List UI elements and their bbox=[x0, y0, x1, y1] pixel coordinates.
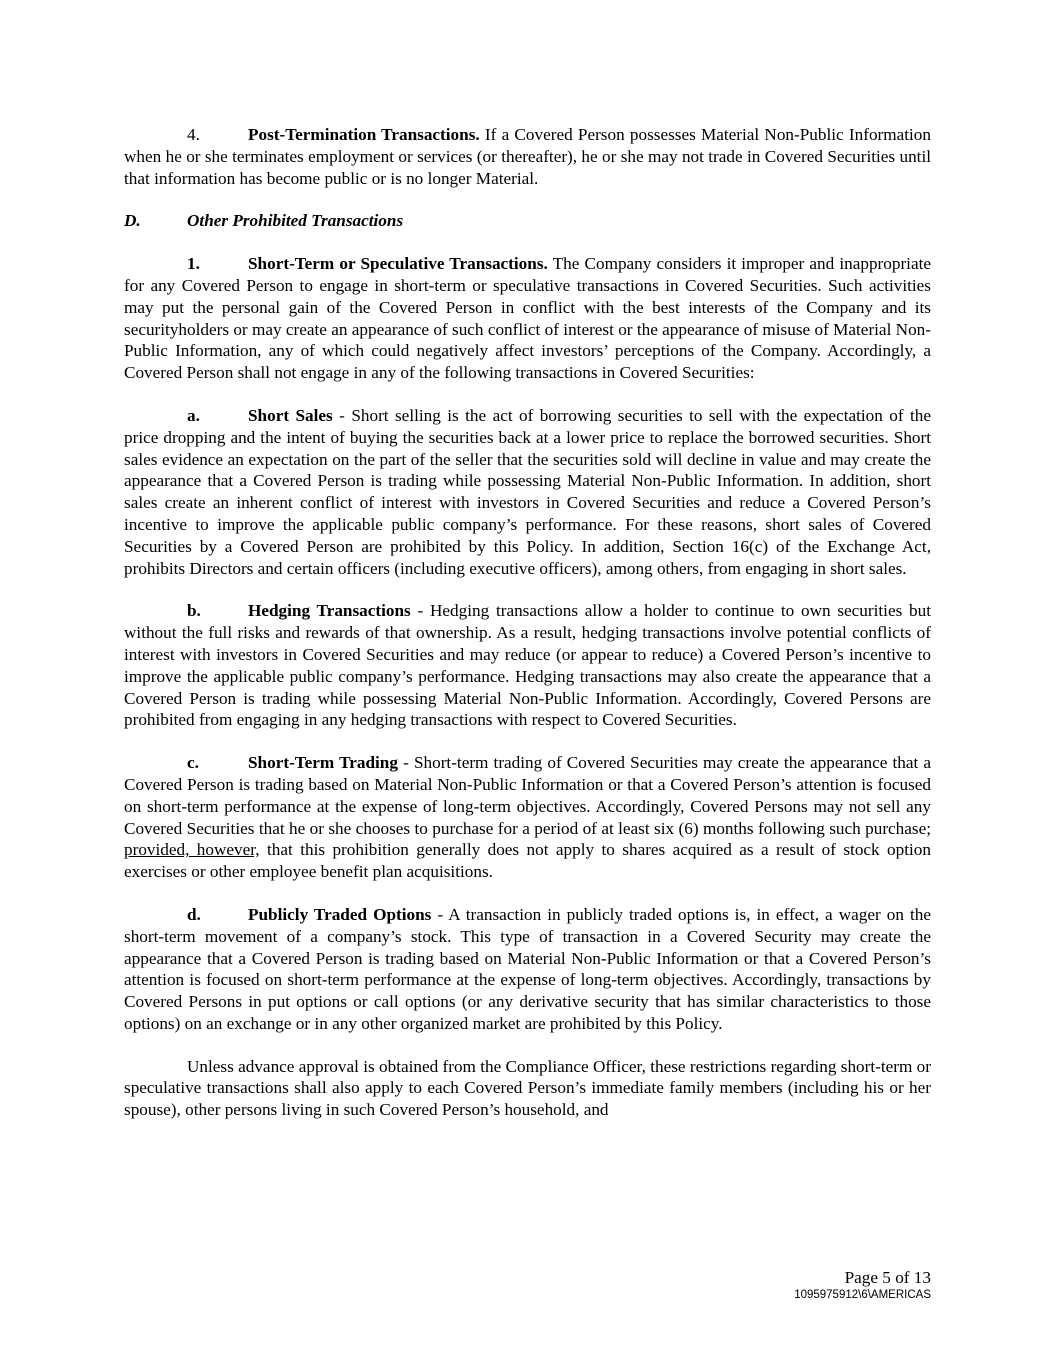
section-letter: D. bbox=[124, 211, 141, 231]
paragraph-body: - A transaction in publicly traded options is, in effect, a wager on the short-term movement of a company’s stock. This type of transaction in a Covered Security may create the appearance that a Covered Person is trading based on Material Non-Public Information or that a Covered Person’s attention is focused on short-term performance at the expense of long-term objectives. Accordingly, transactions by Covered Persons in put options or call options (or any derivative security that has similar characteristics to those options) on an exchange or in any other organized market are prohibited by this Policy. bbox=[124, 904, 931, 1033]
document-id: 1095975912\6\AMERICAS bbox=[794, 1289, 931, 1301]
item-title: Short Sales bbox=[248, 405, 333, 425]
paragraph-body-continued: that this prohibition generally does not apply to shares acquired as a result of stock option exercises or other employee benefit plan acquisitions. bbox=[124, 840, 931, 882]
item-letter: b. bbox=[187, 601, 201, 621]
paragraph-body: - Hedging transactions allow a holder to continue to own securities but without the full risks and rewards of that ownership. As a result, hedging transactions involve potential conflicts of interest with investors in Covered Securities and may reduce (or appear to reduce) a Covered Person’s incentive to improve the applicable public company’s performance. Hedging transactions may also create the appearance that a Covered Person is trading while possessing Material Non-Public Information. Accordingly, Covered Persons are prohibited from engaging in any hedging transactions with respect to Covered Securities. bbox=[124, 601, 931, 730]
section-title: Short-Term or Speculative Transactions. bbox=[248, 254, 548, 274]
paragraph-body: - Short-term trading of Covered Securities may create the appearance that a Covered Person is trading based on Material Non-Public Information or that a Covered Person’s attention is focused on short-term performance at the expense of long-term objectives. Accordingly, Covered Persons may not sell any Covered Securities that he or she chooses to purchase for a period of at least six (6) months following such purchase; bbox=[124, 753, 931, 838]
paragraph-options bbox=[124, 904, 931, 1035]
item-letter: c. bbox=[187, 753, 199, 773]
section-heading-d bbox=[124, 210, 931, 232]
item-letter: d. bbox=[187, 904, 201, 924]
paragraph-hedging bbox=[124, 600, 931, 731]
paragraph-body: The Company considers it improper and inappropriate for any Covered Person to engage in short-term or speculative transactions in Covered Securities. Such activities may put the personal gain of the Covered Person in conflict with the best interests of the Company and its securityholders or may create an appearance of such conflict of interest or the appearance of misuse of Material Non-Public Information, any of which could negatively affect investors’ perceptions of the Company. Accordingly, a Covered Person shall not engage in any of the following transactions in Covered Securities: bbox=[124, 254, 931, 383]
underlined-proviso: provided, however, bbox=[124, 840, 260, 860]
paragraph-post-termination bbox=[124, 124, 931, 189]
item-title: Hedging Transactions bbox=[248, 601, 411, 621]
paragraph-body: Unless advance approval is obtained from the Compliance Officer, these restrictions regarding short-term or speculative transactions shall also apply to each Covered Person’s immediate family members (including his or her spouse), other persons living in such Covered Person’s household, and bbox=[124, 1056, 931, 1120]
page-footer bbox=[794, 1268, 931, 1302]
section-title: Post-Termination Transactions. bbox=[248, 125, 480, 144]
document-page bbox=[124, 124, 931, 1142]
item-title: Publicly Traded Options bbox=[248, 904, 432, 924]
item-letter: a. bbox=[187, 405, 200, 425]
paragraph-short-sales bbox=[124, 405, 931, 579]
paragraph-body: - Short selling is the act of borrowing securities to sell with the expectation of the price dropping and the intent of buying the securities back at a lower price to replace the borrowed securities. Short sales evidence an expectation on the part of the seller that the securities sold will decline in value and may create the appearance that a Covered Person is trading while possessing Material Non-Public Information. In addition, short sales create an inherent conflict of interest with investors in Covered Securities and reduce a Covered Person’s incentive to improve the applicable public company’s performance. For these reasons, short sales of Covered Securities by a Covered Person are prohibited by this Policy. In addition, Section 16(c) of the Exchange Act, prohibits Directors and certain officers (including executive officers), among others, from engaging in short sales. bbox=[124, 405, 932, 578]
section-heading-title: Other Prohibited Transactions bbox=[187, 211, 404, 231]
item-title: Short-Term Trading bbox=[248, 753, 398, 773]
paragraph-short-term-trading bbox=[124, 752, 931, 883]
page-number: Page 5 of 13 bbox=[844, 1268, 931, 1287]
section-number: 1. bbox=[187, 254, 200, 274]
section-number: 4. bbox=[187, 125, 200, 144]
paragraph-advance-approval bbox=[124, 1056, 931, 1121]
paragraph-body: If a Covered Person possesses Material Non-Public Information when he or she terminates employment or services (or thereafter), he or she may not trade in Covered Securities until that information has become public or is no longer Material. bbox=[124, 125, 931, 188]
paragraph-short-term-speculative bbox=[124, 253, 931, 384]
